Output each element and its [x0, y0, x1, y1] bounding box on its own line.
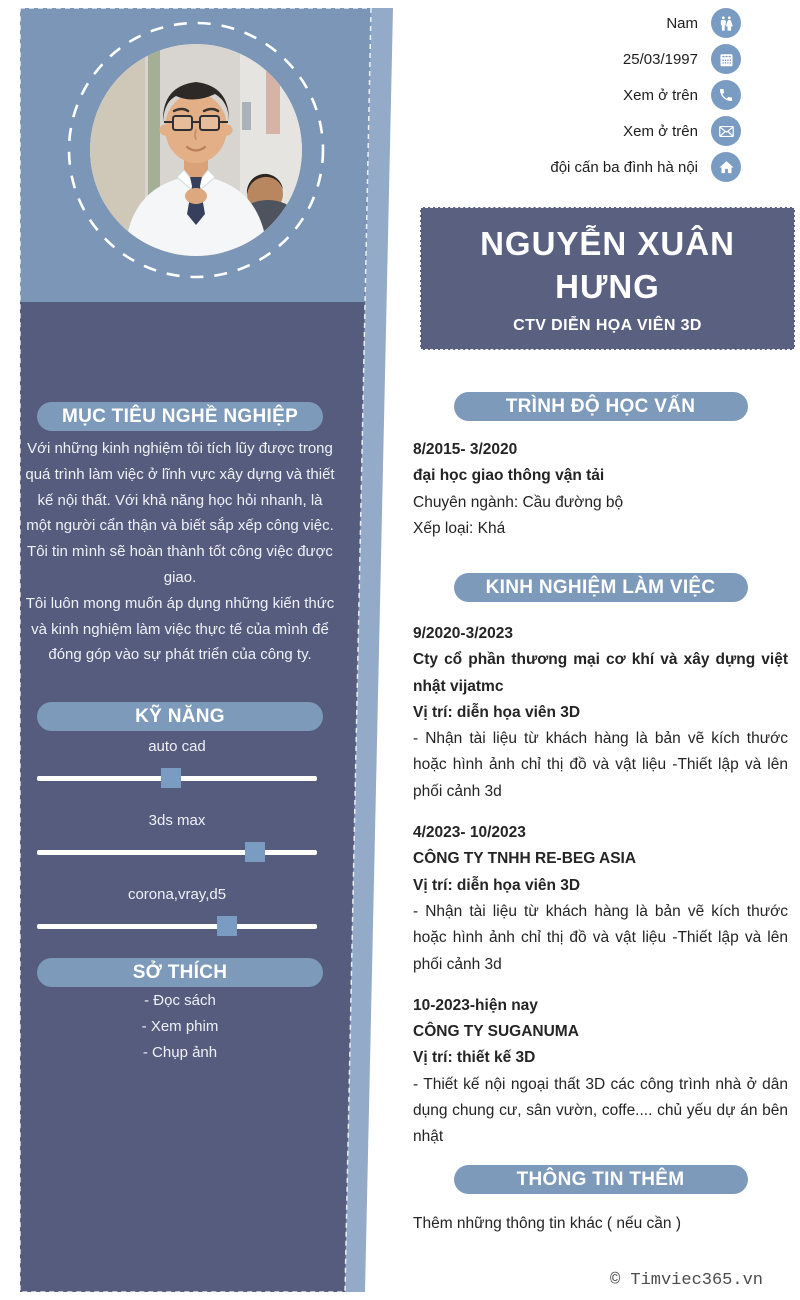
experience-company: CÔNG TY TNHH RE-BEG ASIA	[413, 850, 637, 868]
skill-slider[interactable]	[37, 768, 317, 788]
skill-item	[37, 812, 317, 862]
mail-icon	[711, 116, 741, 146]
experience-position: Vị trí: diễn họa viên 3D	[413, 876, 581, 894]
calendar-icon	[711, 44, 741, 74]
experience-description: - Nhận tài liệu từ khách hàng là bản vẽ kích thước hoặc hình ảnh chỉ thị đồ và vật liệu -Thiết lập và lên phối cảnh 3d	[413, 730, 788, 800]
experience-period: 4/2023- 10/2023	[413, 824, 526, 842]
experience-company: Cty cổ phần thương mại cơ khí và xây dựng việt nhật vijatmc	[413, 651, 788, 695]
skill-item	[37, 738, 317, 788]
experience-entry	[413, 993, 788, 1151]
experience-section	[413, 573, 788, 1166]
info-row-phone	[413, 77, 741, 113]
phone-value: Xem ở trên	[623, 86, 698, 104]
experience-entry	[413, 820, 788, 978]
education-major: Chuyên ngành: Cầu đường bộ	[413, 493, 624, 511]
section-header-additional: THÔNG TIN THÊM	[454, 1165, 748, 1194]
skill-slider[interactable]	[37, 916, 317, 936]
additional-info-section	[413, 1165, 788, 1237]
contact-info-list	[413, 5, 741, 185]
email-value: Xem ở trên	[623, 122, 698, 140]
education-period: 8/2015- 3/2020	[413, 441, 518, 458]
watermark-footer: © Timviec365.vn	[609, 1271, 763, 1290]
avatar-illustration	[90, 44, 302, 256]
birthdate-value: 25/03/1997	[622, 50, 698, 68]
skill-label: auto cad	[148, 738, 206, 755]
hobby-item: - Chụp ảnh	[142, 1044, 218, 1061]
phone-icon	[711, 80, 741, 110]
education-section	[413, 392, 788, 542]
home-icon	[711, 152, 741, 182]
section-header-objective: MỤC TIÊU NGHỀ NGHIỆP	[37, 402, 323, 431]
additional-note: Thêm những thông tin khác ( nếu cần )	[413, 1215, 682, 1232]
education-grade: Xếp loại: Khá	[413, 519, 506, 537]
gender-value: Nam	[666, 14, 698, 32]
skill-slider[interactable]	[37, 842, 317, 862]
section-header-education: TRÌNH ĐỘ HỌC VẤN	[454, 392, 748, 421]
experience-description: - Thiết kế nội ngoại thất 3D các công trình nhà ở dân dụng chung cư, sân vườn, coffe.... chủ yếu dự án bên nhật	[413, 1075, 788, 1146]
objective-paragraph: Tôi luôn mong muốn áp dụng những kiến thức và kinh nghiệm làm việc thực tế của mình để đóng góp vào sự phát triển của công ty.	[25, 594, 335, 664]
candidate-name: NGUYỄN XUÂN HƯNG	[480, 225, 735, 305]
experience-position: Vị trí: diễn họa viên 3D	[413, 703, 581, 721]
skill-label: corona,vray,d5	[127, 886, 227, 903]
experience-period: 10-2023-hiện nay	[413, 996, 538, 1014]
experience-description: - Nhận tài liệu từ khách hàng là bản vẽ kích thước hoặc hình ảnh chỉ thị đồ và vật liệu -Thiết lập và lên phối cảnh 3d	[413, 902, 788, 973]
info-row-email	[413, 113, 741, 149]
slider-thumb[interactable]	[245, 842, 265, 862]
slider-track	[37, 850, 317, 855]
experience-company: CÔNG TY SUGANUMA	[413, 1023, 579, 1041]
name-block	[420, 207, 795, 350]
slider-track	[37, 924, 317, 929]
info-row-birthdate	[413, 41, 741, 77]
slider-thumb[interactable]	[161, 768, 181, 788]
section-header-skills: KỸ NĂNG	[37, 702, 323, 731]
address-value: đội cấn ba đình hà nội	[550, 158, 698, 176]
info-row-gender	[413, 5, 741, 41]
hobby-item: - Đọc sách	[144, 992, 216, 1009]
experience-period: 9/2020-3/2023	[413, 625, 513, 642]
hobbies-list	[24, 988, 336, 1066]
skills-list	[37, 738, 317, 960]
experience-position: Vị trí: thiết kế 3D	[413, 1049, 536, 1067]
skill-label: 3ds max	[148, 812, 206, 829]
profile-photo	[90, 44, 302, 256]
skill-item	[37, 886, 317, 936]
gender-icon	[711, 8, 741, 38]
objective-text	[24, 436, 336, 668]
education-school: đại học giao thông vận tải	[413, 467, 605, 485]
candidate-job-title: CTV DIỄN HỌA VIÊN 3D	[513, 317, 702, 334]
info-row-address	[413, 149, 741, 185]
section-header-hobbies: SỞ THÍCH	[37, 958, 323, 987]
slider-thumb[interactable]	[217, 916, 237, 936]
objective-paragraph: Với những kinh nghiệm tôi tích lũy được trong quá trình làm việc ở lĩnh vực xây dựng và thiết kế nội thất. Với khả năng học hỏi nhanh, là một người cẩn thận và biết sắp xếp công việc. Tôi tin mình sẽ hoàn thành tốt công việc được giao.	[25, 440, 335, 586]
hobby-item: - Xem phim	[141, 1018, 219, 1035]
experience-entry	[413, 621, 788, 805]
section-header-experience: KINH NGHIỆM LÀM VIỆC	[454, 573, 748, 602]
